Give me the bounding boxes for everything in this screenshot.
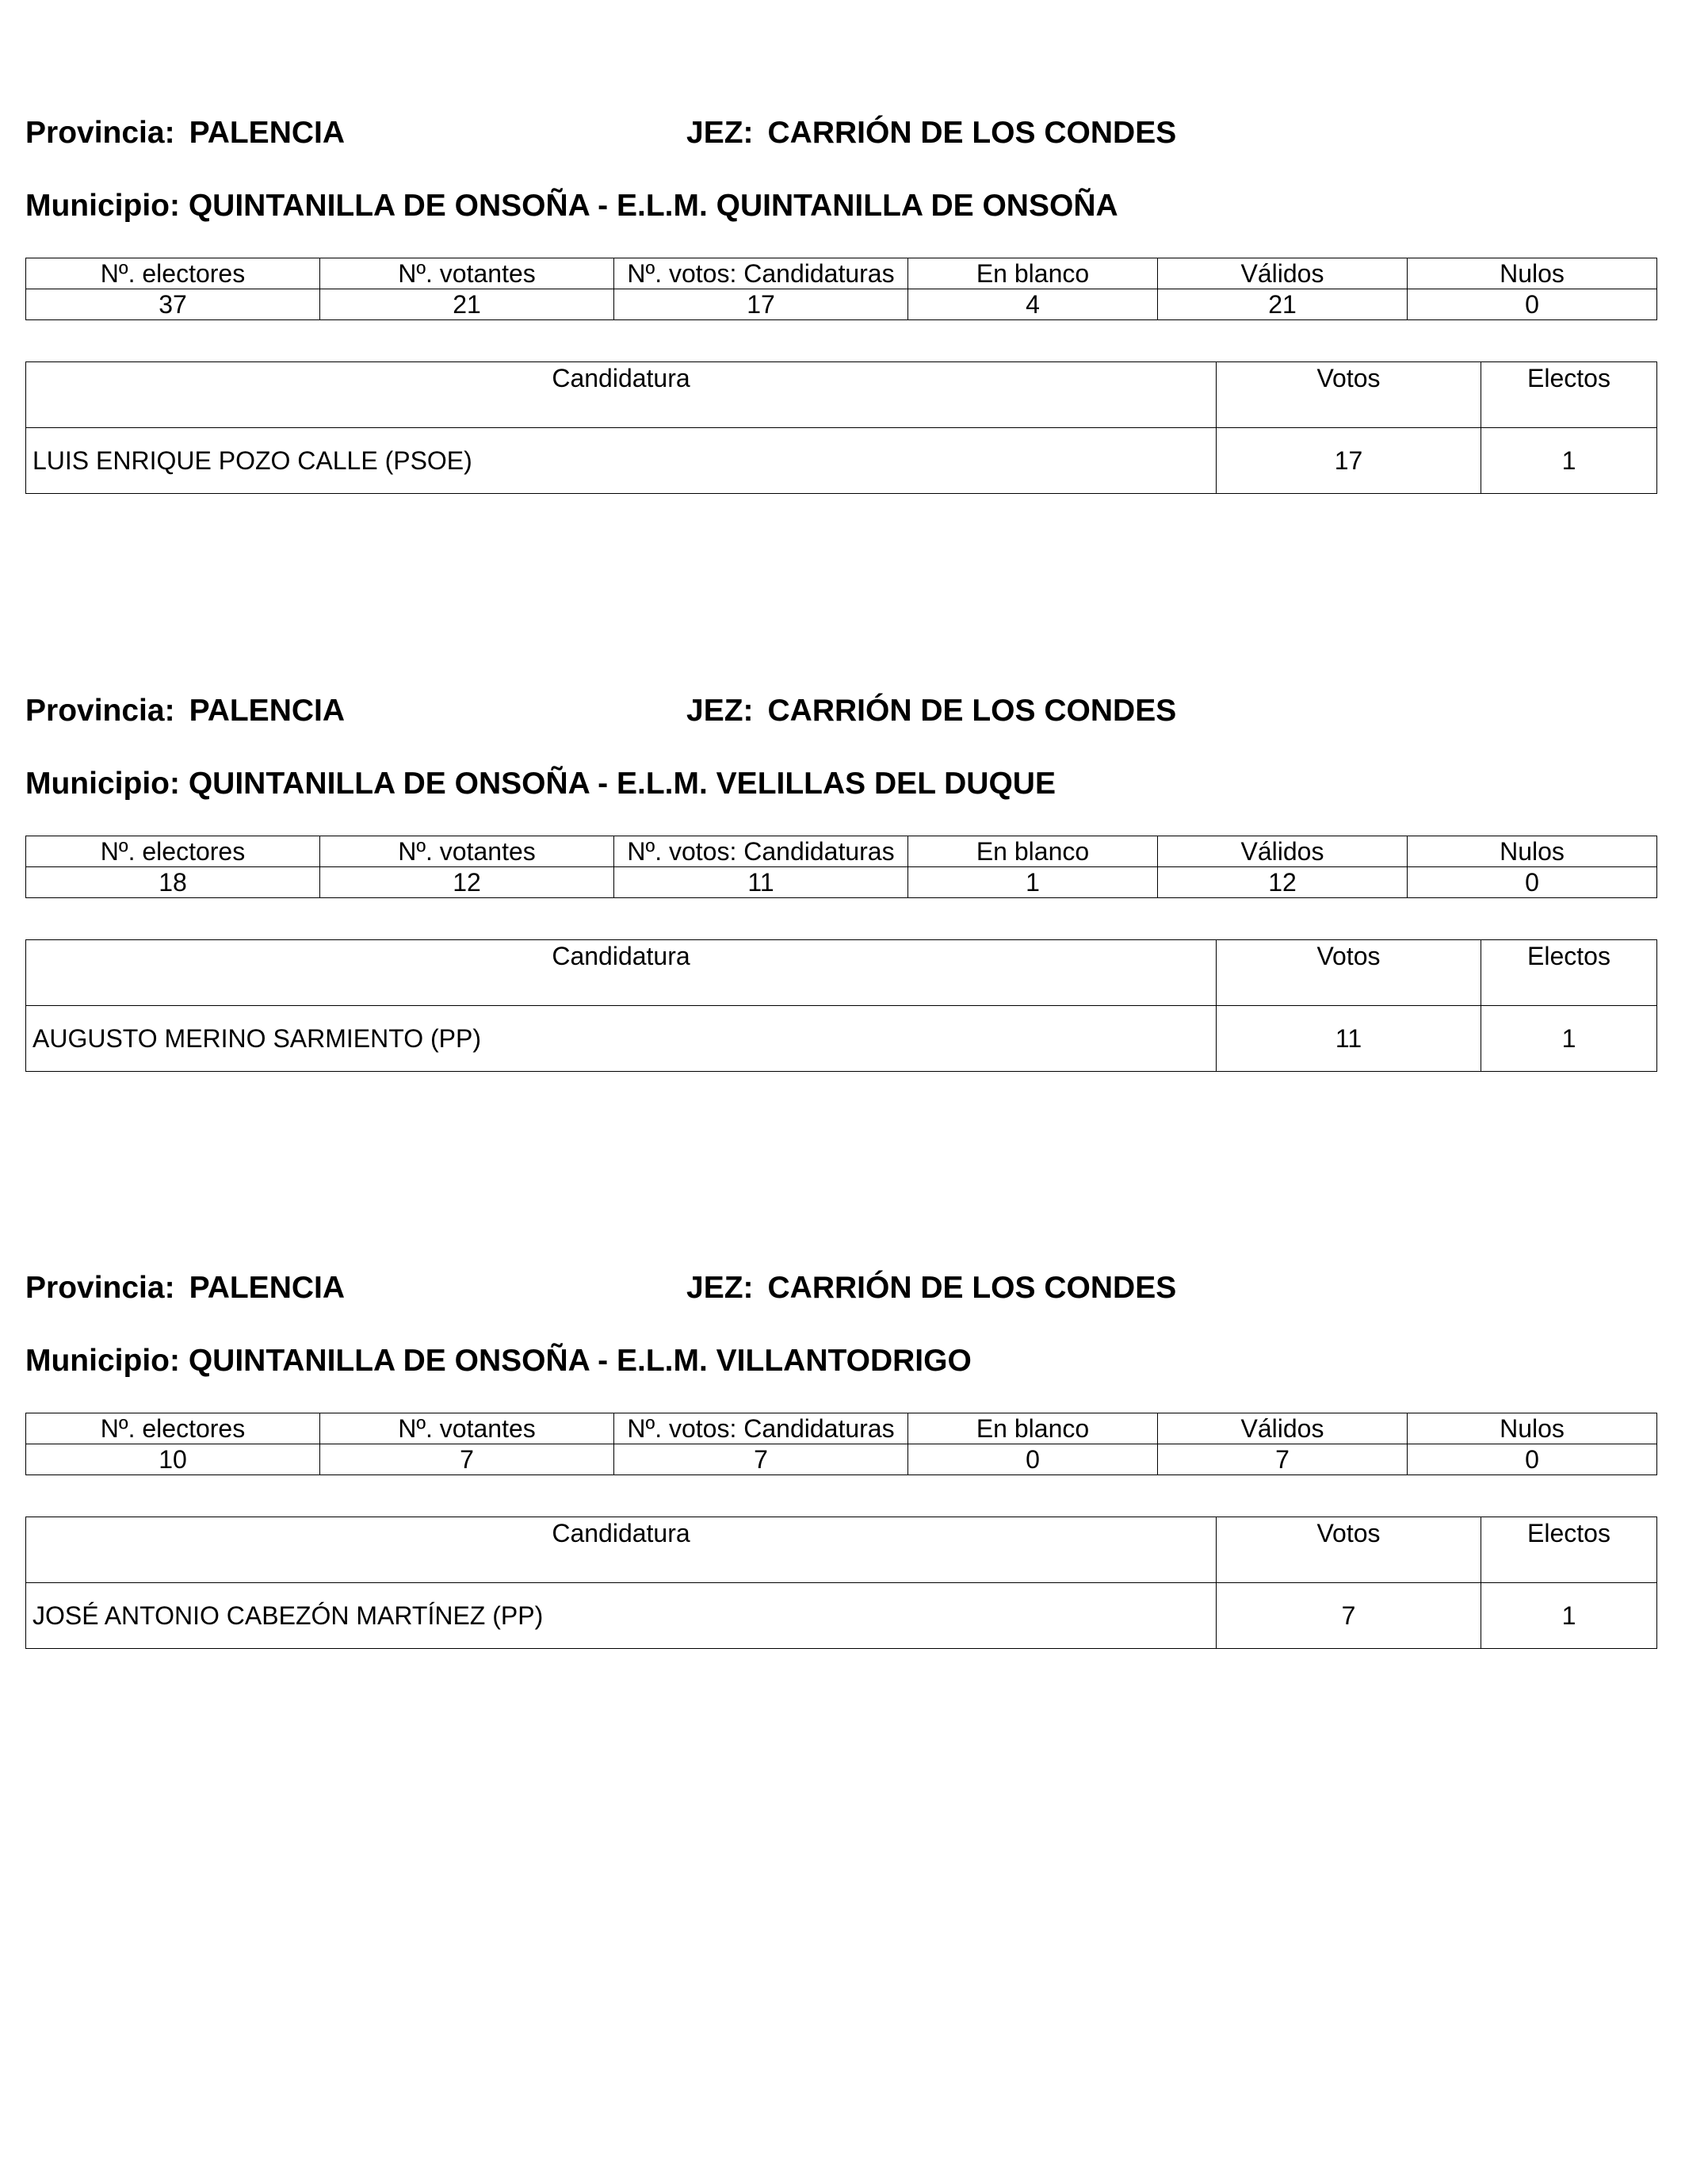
jez-line xyxy=(686,695,1176,726)
value-votantes: 21 xyxy=(320,289,614,320)
candidates-table xyxy=(25,361,1657,494)
stats-header-row xyxy=(26,258,1657,289)
header-electores: Nº. electores xyxy=(26,258,320,289)
stats-table xyxy=(25,836,1657,898)
jez-label: JEZ: xyxy=(686,1271,754,1305)
municipio-label: Municipio: xyxy=(25,1344,180,1378)
value-votos-candidaturas: 17 xyxy=(614,289,908,320)
municipio-value: QUINTANILLA DE ONSOÑA - E.L.M. VILLANTODRIGO xyxy=(188,1344,972,1378)
value-electores: 18 xyxy=(26,867,320,898)
value-validos: 12 xyxy=(1158,867,1408,898)
jez-line xyxy=(686,1272,1176,1303)
stats-table xyxy=(25,258,1657,320)
candidate-name: JOSÉ ANTONIO CABEZÓN MARTÍNEZ (PP) xyxy=(26,1583,1217,1649)
header-nulos: Nulos xyxy=(1408,836,1657,867)
municipio-line xyxy=(25,768,1056,799)
stats-header-row xyxy=(26,1413,1657,1444)
header-nulos: Nulos xyxy=(1408,258,1657,289)
header-en-blanco: En blanco xyxy=(908,258,1158,289)
candidate-row xyxy=(26,1583,1657,1649)
stats-table xyxy=(25,1413,1657,1475)
header-validos: Válidos xyxy=(1158,1413,1408,1444)
stats-value-row xyxy=(26,289,1657,320)
municipio-value: QUINTANILLA DE ONSOÑA - E.L.M. VELILLAS DEL DUQUE xyxy=(188,767,1056,801)
municipio-line xyxy=(25,190,1118,221)
header-validos: Válidos xyxy=(1158,258,1408,289)
header-votos: Votos xyxy=(1217,362,1481,428)
candidate-name: LUIS ENRIQUE POZO CALLE (PSOE) xyxy=(26,428,1217,494)
header-candidatura: Candidatura xyxy=(26,362,1217,428)
header-nulos: Nulos xyxy=(1408,1413,1657,1444)
header-electos: Electos xyxy=(1481,940,1657,1006)
header-electores: Nº. electores xyxy=(26,1413,320,1444)
provincia-line xyxy=(25,117,345,148)
municipio-label: Municipio: xyxy=(25,767,180,801)
jez-value: CARRIÓN DE LOS CONDES xyxy=(767,694,1177,728)
candidate-row xyxy=(26,428,1657,494)
value-validos: 7 xyxy=(1158,1444,1408,1475)
provincia-value: PALENCIA xyxy=(189,694,346,728)
header-candidatura: Candidatura xyxy=(26,1517,1217,1583)
header-electos: Electos xyxy=(1481,1517,1657,1583)
candidates-header-row xyxy=(26,362,1657,428)
candidate-name: AUGUSTO MERINO SARMIENTO (PP) xyxy=(26,1006,1217,1072)
stats-value-row xyxy=(26,867,1657,898)
header-validos: Válidos xyxy=(1158,836,1408,867)
header-votos: Votos xyxy=(1217,1517,1481,1583)
municipio-label: Municipio: xyxy=(25,189,180,223)
header-electos: Electos xyxy=(1481,362,1657,428)
value-nulos: 0 xyxy=(1408,1444,1657,1475)
value-nulos: 0 xyxy=(1408,867,1657,898)
provincia-label: Provincia: xyxy=(25,1271,175,1305)
candidate-electos: 1 xyxy=(1481,1583,1657,1649)
candidate-electos: 1 xyxy=(1481,1006,1657,1072)
stats-value-row xyxy=(26,1444,1657,1475)
jez-label: JEZ: xyxy=(686,694,754,728)
value-votantes: 7 xyxy=(320,1444,614,1475)
candidate-votos: 7 xyxy=(1217,1583,1481,1649)
provincia-line xyxy=(25,1272,345,1303)
value-electores: 10 xyxy=(26,1444,320,1475)
header-votos-candidaturas: Nº. votos: Candidaturas xyxy=(614,836,908,867)
value-nulos: 0 xyxy=(1408,289,1657,320)
header-votos-candidaturas: Nº. votos: Candidaturas xyxy=(614,258,908,289)
jez-value: CARRIÓN DE LOS CONDES xyxy=(767,116,1177,150)
jez-line xyxy=(686,117,1176,148)
header-candidatura: Candidatura xyxy=(26,940,1217,1006)
header-votos: Votos xyxy=(1217,940,1481,1006)
value-electores: 37 xyxy=(26,289,320,320)
provincia-line xyxy=(25,695,345,726)
header-votantes: Nº. votantes xyxy=(320,836,614,867)
header-en-blanco: En blanco xyxy=(908,836,1158,867)
value-validos: 21 xyxy=(1158,289,1408,320)
header-votos-candidaturas: Nº. votos: Candidaturas xyxy=(614,1413,908,1444)
candidate-votos: 17 xyxy=(1217,428,1481,494)
value-votos-candidaturas: 11 xyxy=(614,867,908,898)
provincia-value: PALENCIA xyxy=(189,116,346,150)
jez-value: CARRIÓN DE LOS CONDES xyxy=(767,1271,1177,1305)
candidates-table xyxy=(25,939,1657,1072)
candidate-row xyxy=(26,1006,1657,1072)
provincia-label: Provincia: xyxy=(25,116,175,150)
value-en-blanco: 0 xyxy=(908,1444,1158,1475)
value-votantes: 12 xyxy=(320,867,614,898)
municipio-value: QUINTANILLA DE ONSOÑA - E.L.M. QUINTANILLA DE ONSOÑA xyxy=(188,189,1118,223)
value-en-blanco: 1 xyxy=(908,867,1158,898)
candidate-votos: 11 xyxy=(1217,1006,1481,1072)
candidate-electos: 1 xyxy=(1481,428,1657,494)
value-votos-candidaturas: 7 xyxy=(614,1444,908,1475)
header-votantes: Nº. votantes xyxy=(320,258,614,289)
header-electores: Nº. electores xyxy=(26,836,320,867)
candidates-table xyxy=(25,1517,1657,1649)
provincia-value: PALENCIA xyxy=(189,1271,346,1305)
jez-label: JEZ: xyxy=(686,116,754,150)
header-en-blanco: En blanco xyxy=(908,1413,1158,1444)
value-en-blanco: 4 xyxy=(908,289,1158,320)
provincia-label: Provincia: xyxy=(25,694,175,728)
candidates-header-row xyxy=(26,940,1657,1006)
stats-header-row xyxy=(26,836,1657,867)
municipio-line xyxy=(25,1345,972,1376)
header-votantes: Nº. votantes xyxy=(320,1413,614,1444)
candidates-header-row xyxy=(26,1517,1657,1583)
